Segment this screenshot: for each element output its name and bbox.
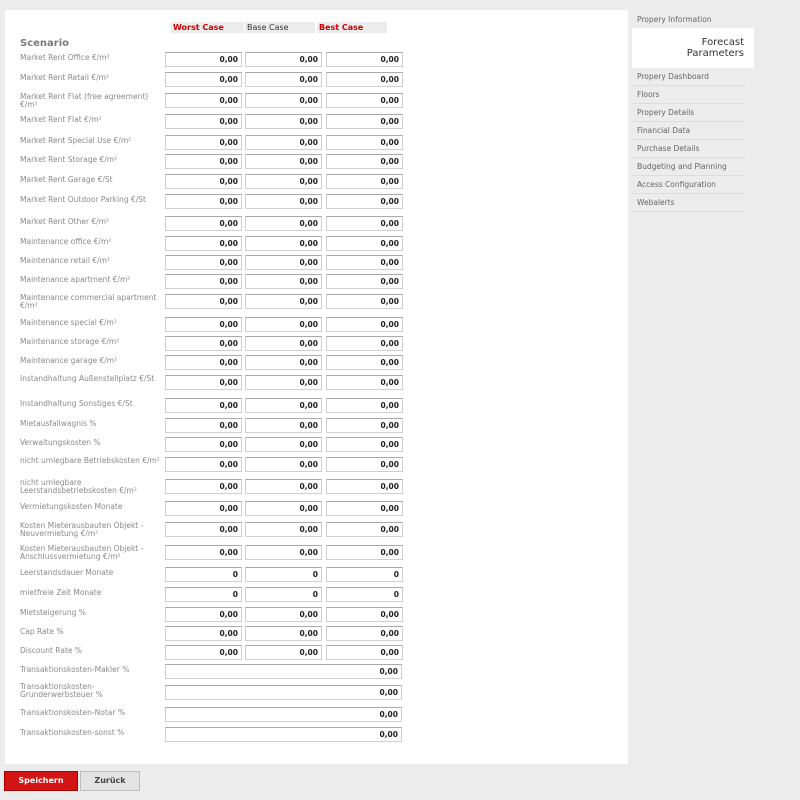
transaction-cost-input[interactable]: 0,00 [165, 707, 402, 722]
transaction-cost-input[interactable]: 0,00 [165, 685, 402, 700]
best-case-input[interactable]: 0,00 [326, 93, 403, 108]
base-case-input[interactable]: 0,00 [245, 645, 322, 660]
best-case-input[interactable]: 0,00 [326, 255, 403, 270]
worst-case-input[interactable]: 0,00 [165, 522, 242, 537]
base-case-input[interactable]: 0,00 [245, 154, 322, 169]
field-label: Mietsteigerung % [20, 608, 86, 617]
base-case-input[interactable]: 0,00 [245, 375, 322, 390]
sidebar-item-access-configuration[interactable]: Access Configuration [632, 176, 745, 194]
sidebar-item-purchase-details[interactable]: Purchase Details [632, 140, 745, 158]
base-case-input[interactable]: 0 [245, 587, 322, 602]
base-case-header: Base Case [245, 22, 315, 33]
worst-case-input[interactable]: 0,00 [165, 93, 242, 108]
base-case-input[interactable]: 0,00 [245, 522, 322, 537]
field-label: Market Rent Storage €/m² [20, 155, 118, 164]
worst-case-input[interactable]: 0,00 [165, 174, 242, 189]
field-label: Maintenance special €/m² [20, 318, 117, 327]
base-case-input[interactable]: 0,00 [245, 479, 322, 494]
field-label: Vermietungskosten Monate [20, 502, 123, 511]
field-label: nicht umlegbare Leerstandsbetriebskosten €/m² [20, 478, 137, 495]
base-case-input[interactable]: 0,00 [245, 545, 322, 560]
back-button[interactable]: Zurück [80, 771, 140, 791]
best-case-input[interactable]: 0,00 [326, 174, 403, 189]
worst-case-input[interactable]: 0,00 [165, 317, 242, 332]
best-case-input[interactable]: 0,00 [326, 154, 403, 169]
best-case-input[interactable]: 0,00 [326, 545, 403, 560]
field-label: Market Rent Retail €/m² [20, 73, 109, 82]
best-case-input[interactable]: 0,00 [326, 437, 403, 452]
field-label: nicht umlegbare Betriebskosten €/m² [20, 456, 160, 465]
best-case-input[interactable]: 0,00 [326, 294, 403, 309]
base-case-input[interactable]: 0,00 [245, 93, 322, 108]
worst-case-input[interactable]: 0,00 [165, 216, 242, 231]
worst-case-input[interactable]: 0,00 [165, 294, 242, 309]
field-label: Transaktionskosten-Grunderwerbsteuer % [20, 682, 103, 699]
best-case-input[interactable]: 0,00 [326, 216, 403, 231]
base-case-input[interactable]: 0,00 [245, 194, 322, 209]
field-label: Verwaltungskosten % [20, 438, 101, 447]
worst-case-input[interactable]: 0,00 [165, 114, 242, 129]
best-case-input[interactable]: 0,00 [326, 236, 403, 251]
sidebar-item-forecast-parameters[interactable]: Forecast Parameters [632, 28, 754, 68]
field-label: Maintenance retail €/m² [20, 256, 110, 265]
worst-case-input[interactable]: 0,00 [165, 457, 242, 472]
base-case-input[interactable]: 0,00 [245, 236, 322, 251]
base-case-input[interactable]: 0,00 [245, 174, 322, 189]
best-case-input[interactable]: 0,00 [326, 418, 403, 433]
field-label: Maintenance garage €/m² [20, 356, 118, 365]
base-case-input[interactable]: 0,00 [245, 457, 322, 472]
best-case-input[interactable]: 0 [326, 567, 403, 582]
sidebar-item-financial-data[interactable]: Financial Data [632, 122, 745, 140]
field-label: Market Rent Flat €/m² [20, 115, 102, 124]
best-case-input[interactable]: 0,00 [326, 479, 403, 494]
worst-case-input[interactable]: 0,00 [165, 236, 242, 251]
base-case-input[interactable]: 0,00 [245, 216, 322, 231]
best-case-input[interactable]: 0,00 [326, 336, 403, 351]
sidebar-nav [632, 10, 800, 212]
base-case-input[interactable]: 0,00 [245, 274, 322, 289]
best-case-input[interactable]: 0,00 [326, 114, 403, 129]
field-label: Market Rent Other €/m² [20, 217, 110, 226]
worst-case-input[interactable]: 0,00 [165, 274, 242, 289]
best-case-input[interactable]: 0,00 [326, 501, 403, 516]
worst-case-input[interactable]: 0,00 [165, 194, 242, 209]
best-case-header: Best Case [317, 22, 387, 33]
field-label: Kosten Mieterausbauten Objekt - Neuvermietung €/m² [20, 521, 144, 538]
worst-case-input[interactable]: 0,00 [165, 52, 242, 67]
sidebar-item-propery-details[interactable]: Propery Details [632, 104, 745, 122]
base-case-input[interactable]: 0,00 [245, 607, 322, 622]
field-label: Transaktionskosten-Makler % [20, 665, 130, 674]
base-case-input[interactable]: 0,00 [245, 294, 322, 309]
base-case-input[interactable]: 0,00 [245, 626, 322, 641]
worst-case-input[interactable]: 0,00 [165, 135, 242, 150]
worst-case-input[interactable]: 0,00 [165, 437, 242, 452]
best-case-input[interactable]: 0,00 [326, 457, 403, 472]
worst-case-input[interactable]: 0,00 [165, 154, 242, 169]
base-case-input[interactable]: 0,00 [245, 317, 322, 332]
best-case-input[interactable]: 0,00 [326, 522, 403, 537]
worst-case-input[interactable]: 0,00 [165, 336, 242, 351]
field-label: Instandhaltung Außenstellplatz €/St [20, 374, 155, 383]
field-label: Maintenance commercial apartment €/m² [20, 293, 157, 310]
worst-case-input[interactable]: 0,00 [165, 398, 242, 413]
worst-case-input[interactable]: 0 [165, 567, 242, 582]
sidebar-item-webalerts[interactable]: Webalerts [632, 194, 745, 212]
base-case-input[interactable]: 0,00 [245, 355, 322, 370]
worst-case-input[interactable]: 0,00 [165, 418, 242, 433]
field-label: Maintenance apartment €/m² [20, 275, 131, 284]
field-label: Market Rent Special Use €/m² [20, 136, 132, 145]
best-case-input[interactable]: 0,00 [326, 375, 403, 390]
worst-case-input[interactable]: 0,00 [165, 479, 242, 494]
worst-case-input[interactable]: 0,00 [165, 375, 242, 390]
base-case-input[interactable]: 0,00 [245, 501, 322, 516]
field-label: Transaktionskosten-sonst % [20, 728, 125, 737]
base-case-input[interactable]: 0,00 [245, 52, 322, 67]
best-case-input[interactable]: 0,00 [326, 274, 403, 289]
field-label: Transaktionskosten-Notar % [20, 708, 125, 717]
worst-case-input[interactable]: 0 [165, 587, 242, 602]
base-case-input[interactable]: 0,00 [245, 418, 322, 433]
worst-case-input[interactable]: 0,00 [165, 626, 242, 641]
field-label: Maintenance storage €/m² [20, 337, 120, 346]
best-case-input[interactable]: 0,00 [326, 52, 403, 67]
worst-case-input[interactable]: 0,00 [165, 607, 242, 622]
sidebar-item-budgeting-and-planning[interactable]: Budgeting and Planning [632, 158, 745, 176]
base-case-input[interactable]: 0 [245, 567, 322, 582]
worst-case-input[interactable]: 0,00 [165, 355, 242, 370]
best-case-input[interactable]: 0,00 [326, 72, 403, 87]
base-case-input[interactable]: 0,00 [245, 255, 322, 270]
transaction-cost-input[interactable]: 0,00 [165, 727, 402, 742]
field-label: Cap Rate % [20, 627, 64, 636]
best-case-input[interactable]: 0,00 [326, 607, 403, 622]
save-button[interactable]: Speichern [4, 771, 78, 791]
field-label: Discount Rate % [20, 646, 83, 655]
best-case-input[interactable]: 0,00 [326, 135, 403, 150]
best-case-input[interactable]: 0,00 [326, 194, 403, 209]
field-label: Kosten Mieterausbauten Objekt - Anschlussvermietung €/m² [20, 544, 144, 561]
base-case-input[interactable]: 0,00 [245, 72, 322, 87]
best-case-input[interactable]: 0,00 [326, 398, 403, 413]
transaction-cost-input[interactable]: 0,00 [165, 664, 402, 679]
field-label: Mietausfallwagnis % [20, 419, 97, 428]
field-label: Market Rent Outdoor Parking €/St [20, 195, 146, 204]
base-case-input[interactable]: 0,00 [245, 114, 322, 129]
best-case-input[interactable]: 0,00 [326, 626, 403, 641]
worst-case-input[interactable]: 0,00 [165, 645, 242, 660]
field-label: Instandhaltung Sonstiges €/St [20, 399, 133, 408]
worst-case-header: Worst Case [171, 22, 244, 33]
sidebar-item-floors[interactable]: Floors [632, 86, 745, 104]
base-case-input[interactable]: 0,00 [245, 135, 322, 150]
best-case-input[interactable]: 0,00 [326, 355, 403, 370]
worst-case-input[interactable]: 0,00 [165, 545, 242, 560]
field-label: Market Rent Flat (free agreement) €/m² [20, 92, 149, 109]
sidebar-item-propery-dashboard[interactable]: Propery Dashboard [632, 68, 745, 86]
best-case-input[interactable]: 0,00 [326, 317, 403, 332]
field-label: mietfreie Zeit Monate [20, 588, 102, 597]
best-case-input[interactable]: 0 [326, 587, 403, 602]
sidebar-item-property-information[interactable]: Propery Information [637, 15, 712, 24]
scenario-heading: Scenario [20, 38, 70, 49]
base-case-input[interactable]: 0,00 [245, 398, 322, 413]
worst-case-input[interactable]: 0,00 [165, 72, 242, 87]
worst-case-input[interactable]: 0,00 [165, 255, 242, 270]
form-panel [5, 10, 628, 764]
field-label: Leerstandsdauer Monate [20, 568, 114, 577]
best-case-input[interactable]: 0,00 [326, 645, 403, 660]
worst-case-input[interactable]: 0,00 [165, 501, 242, 516]
base-case-input[interactable]: 0,00 [245, 336, 322, 351]
field-label: Market Rent Office €/m² [20, 53, 110, 62]
field-label: Market Rent Garage €/St [20, 175, 113, 184]
base-case-input[interactable]: 0,00 [245, 437, 322, 452]
field-label: Maintenance office €/m² [20, 237, 112, 246]
